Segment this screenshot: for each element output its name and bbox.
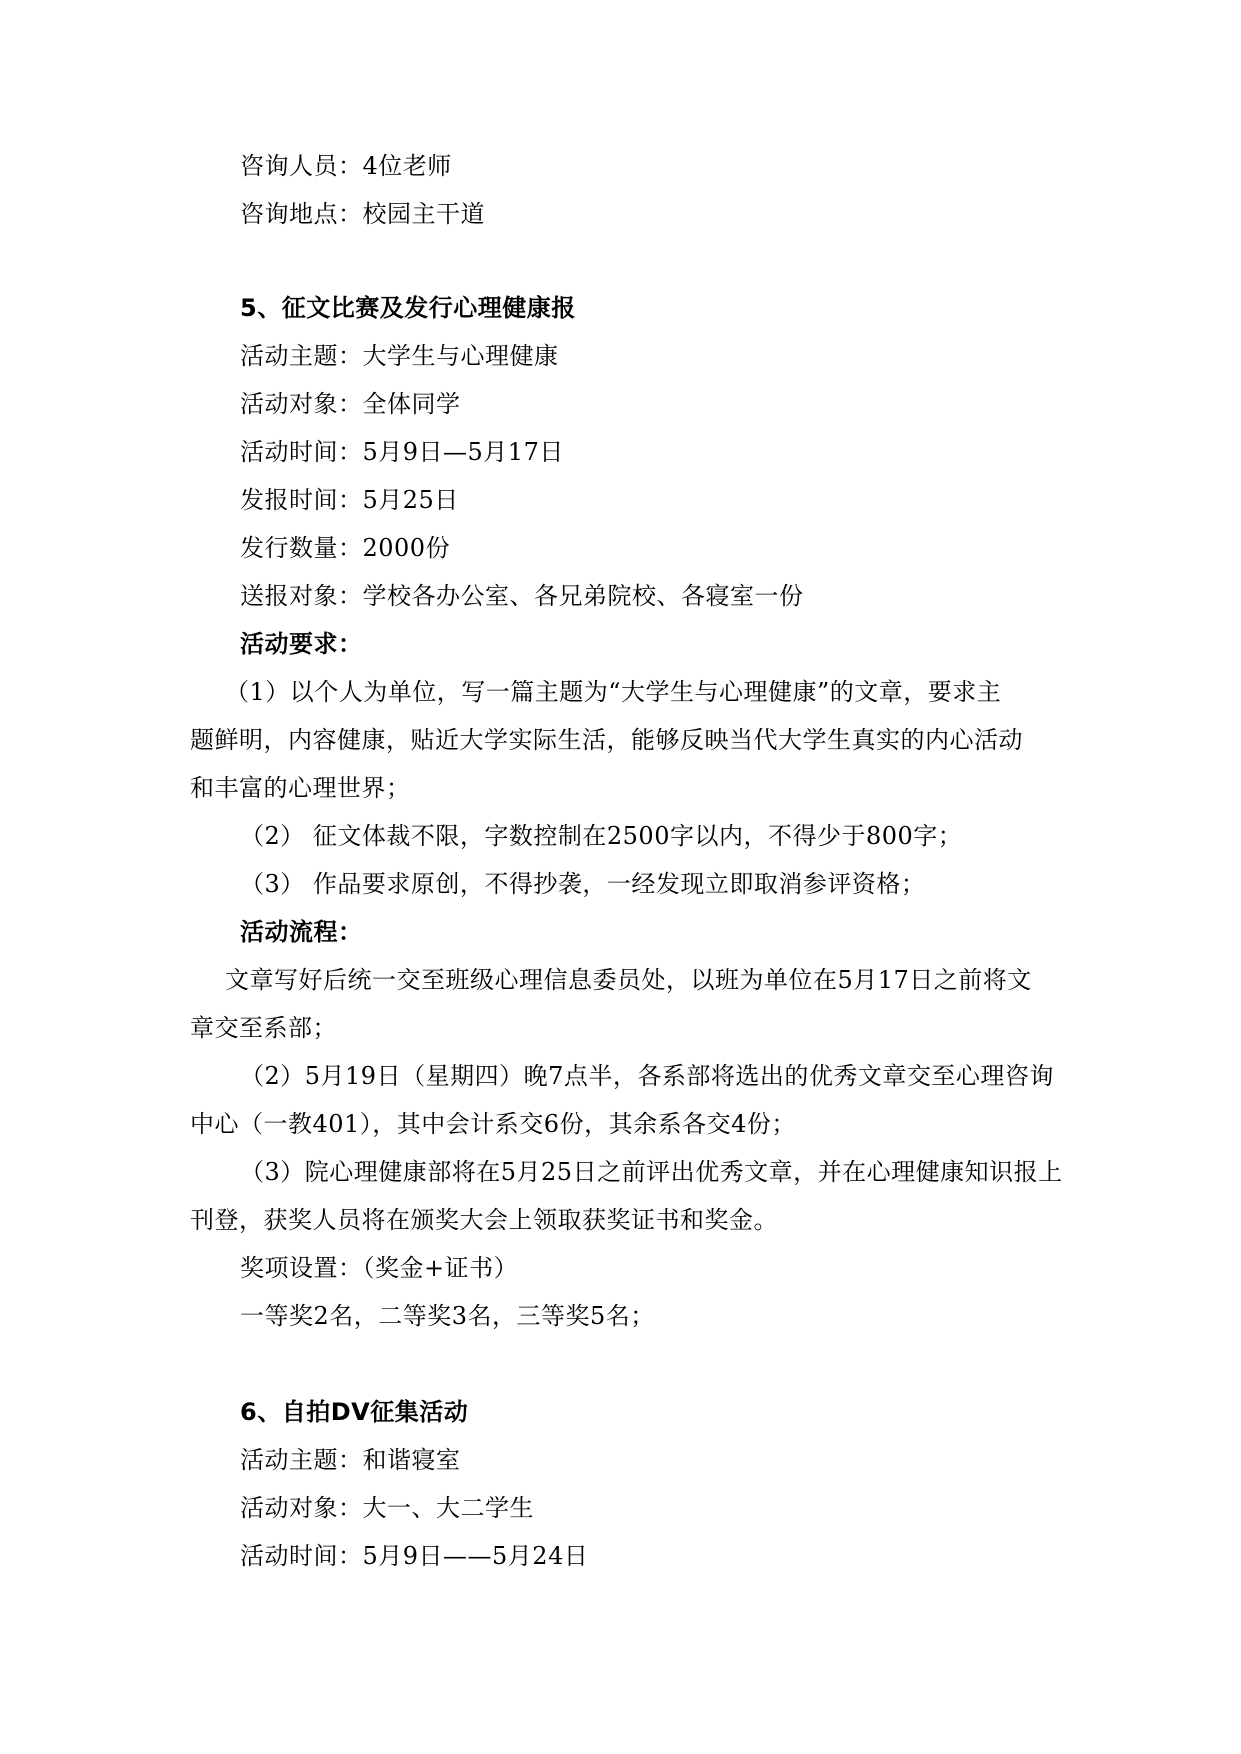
section5-recipients: 送报对象：学校各办公室、各兄弟院校、各寝室一份 xyxy=(240,582,804,610)
section5-theme: 活动主题：大学生与心理健康 xyxy=(240,342,559,370)
section6-time: 活动时间：5月9日——5月24日 xyxy=(240,1542,589,1570)
section5-heading: 5、征文比赛及发行心理健康报 xyxy=(240,294,576,322)
section6-theme: 活动主题：和谐寝室 xyxy=(240,1446,461,1474)
requirement-1-line-3: 和丰富的心理世界； xyxy=(190,774,411,802)
process-3-line-2: 刊登，获奖人员将在颁奖大会上领取获奖证书和奖金。 xyxy=(190,1206,778,1234)
process-2-line-1: （2）5月19日（星期四）晚7点半，各系部将选出的优秀文章交至心理咨询 xyxy=(240,1062,1054,1090)
section5-publish-time: 发报时间：5月25日 xyxy=(240,486,459,514)
requirement-1-line-2: 题鲜明，内容健康，贴近大学实际生活，能够反映当代大学生真实的内心活动 xyxy=(190,726,1023,754)
section5-quantity: 发行数量：2000份 xyxy=(240,534,451,562)
process-title: 活动流程： xyxy=(240,918,363,946)
consult-location-line: 咨询地点：校园主干道 xyxy=(240,200,485,228)
section5-target: 活动对象：全体同学 xyxy=(240,390,461,418)
awards-setting: 奖项设置：（奖金+证书） xyxy=(240,1254,519,1282)
requirements-title: 活动要求： xyxy=(240,630,363,658)
consult-staff-line: 咨询人员：4位老师 xyxy=(240,152,452,180)
process-2-line-2: 中心（一教401），其中会计系交6份，其余系各交4份； xyxy=(190,1110,796,1138)
process-1-line-2: 章交至系部； xyxy=(190,1014,337,1042)
section6-target: 活动对象：大一、大二学生 xyxy=(240,1494,534,1522)
section6-heading: 6、自拍DV征集活动 xyxy=(240,1398,469,1426)
section5-time: 活动时间：5月9日—5月17日 xyxy=(240,438,564,466)
process-3-line-1: （3）院心理健康部将在5月25日之前评出优秀文章，并在心理健康知识报上 xyxy=(240,1158,1063,1186)
process-1-line-1: 文章写好后统一交至班级心理信息委员处，以班为单位在5月17日之前将文 xyxy=(225,966,1032,994)
awards-list: 一等奖2名，二等奖3名，三等奖5名； xyxy=(240,1302,655,1330)
requirement-2: （2） 征文体裁不限，字数控制在2500字以内，不得少于800字； xyxy=(240,822,963,850)
requirement-3: （3） 作品要求原创，不得抄袭，一经发现立即取消参评资格； xyxy=(240,870,926,898)
requirement-1-line-1: （1）以个人为单位，写一篇主题为“大学生与心理健康”的文章，要求主 xyxy=(225,678,1002,706)
